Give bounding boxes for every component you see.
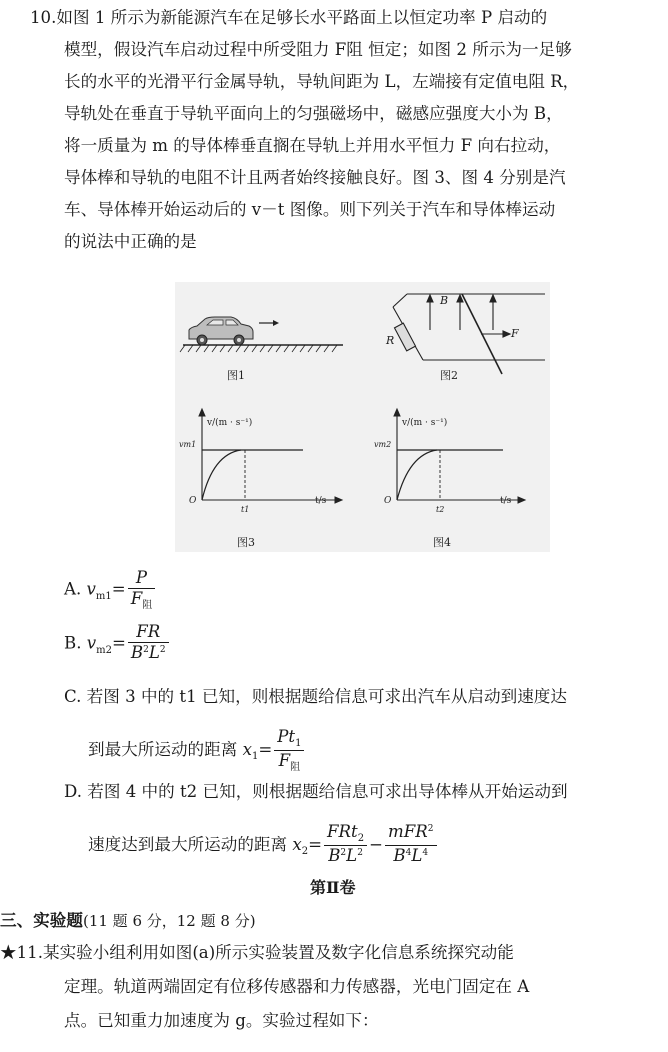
option-d-line-1: D. 若图 4 中的 t2 已知，则根据题给信息可求出导体棒从开始运动到 — [64, 782, 568, 801]
fig2-label: 图2 — [440, 369, 458, 382]
fig3-xlabel: t/s — [315, 496, 327, 506]
q11-line-1: ★11.某实验小组利用如图(a)所示实验装置及数字化信息系统探究动能 — [0, 943, 514, 962]
option-c-line-1: C. 若图 3 中的 t1 已知，则根据题给信息可求出汽车从启动到速度达 — [64, 687, 567, 706]
fig2-F: F — [511, 327, 519, 340]
fig3-ylabel: v/(m · s⁻¹) — [207, 418, 253, 428]
fig3-origin: O — [189, 496, 197, 506]
fig3-label: 图3 — [237, 536, 255, 549]
fig2-B: B — [440, 294, 449, 307]
q10-line-2: 模型，假设汽车启动过程中所受阻力 F阻 恒定；如图 2 所示为一足够 — [64, 40, 572, 59]
fig1-label: 图1 — [227, 369, 245, 382]
q11-line-2: 定理。轨道两端固定有位移传感器和力传感器，光电门固定在 A — [64, 977, 530, 996]
q10-number: 10. — [30, 8, 57, 27]
volume-title: 第Ⅱ卷 — [310, 878, 356, 897]
q10-line-8: 的说法中正确的是 — [64, 232, 197, 251]
fig4-xlabel: t/s — [500, 496, 512, 506]
q11-number: 11. — [16, 943, 43, 962]
fig3-vmax: vm1 — [179, 440, 197, 449]
q10-line-7: 车、导体棒开始运动后的 v－t 图像。则下列关于汽车和导体棒运动 — [64, 200, 556, 219]
fig4-label: 图4 — [433, 536, 451, 549]
option-d-line-2: 速度达到最大所运动的距离 $x_2=$ $\frac{FRt_2}{B^2L^2}$ − $\frac{mFR^2}{B^4L^4}$ — [88, 822, 439, 869]
q11-line-3: 点。已知重力加速度为 g。实验过程如下： — [64, 1011, 379, 1030]
fig2-R: R — [386, 334, 395, 347]
q10-line-3: 长的水平的光滑平行金属导轨，导轨间距为 L，左端接有定值电阻 R， — [64, 72, 580, 91]
q10-line-6: 导体棒和导轨的电阻不计且两者始终接触良好。图 3、图 4 分别是汽 — [64, 168, 566, 187]
option-a: A. $v_{m1}=$ $\frac{P}{F_阻}$ — [64, 568, 157, 612]
fig4-vmax: vm2 — [374, 440, 392, 449]
fig4-origin: O — [384, 496, 392, 506]
fig4-tmark: t2 — [436, 505, 445, 514]
q10-line-4: 导轨处在垂直于导轨平面向上的匀强磁场中，磁感应强度大小为 B， — [64, 104, 563, 123]
q10-line-1: 10.如图 1 所示为新能源汽车在足够长水平路面上以恒定功率 P 启动的 — [30, 8, 548, 27]
fig4-ylabel: v/(m · s⁻¹) — [402, 418, 448, 428]
option-c-line-2: 到最大所运动的距离 $x_1=$ $\frac{Pt_1}{F_阻}$ — [88, 727, 306, 774]
figure-block — [175, 282, 550, 552]
section-heading: 三、实验题(11 题 6 分，12 题 8 分) — [0, 910, 256, 930]
option-b: B. $v_{m2}=$ $\frac{FR}{B^2L^2}$ — [64, 622, 171, 666]
fig3-tmark: t1 — [241, 505, 250, 514]
q10-line-5: 将一质量为 m 的导体棒垂直搁在导轨上并用水平恒力 F 向右拉动， — [64, 136, 561, 155]
